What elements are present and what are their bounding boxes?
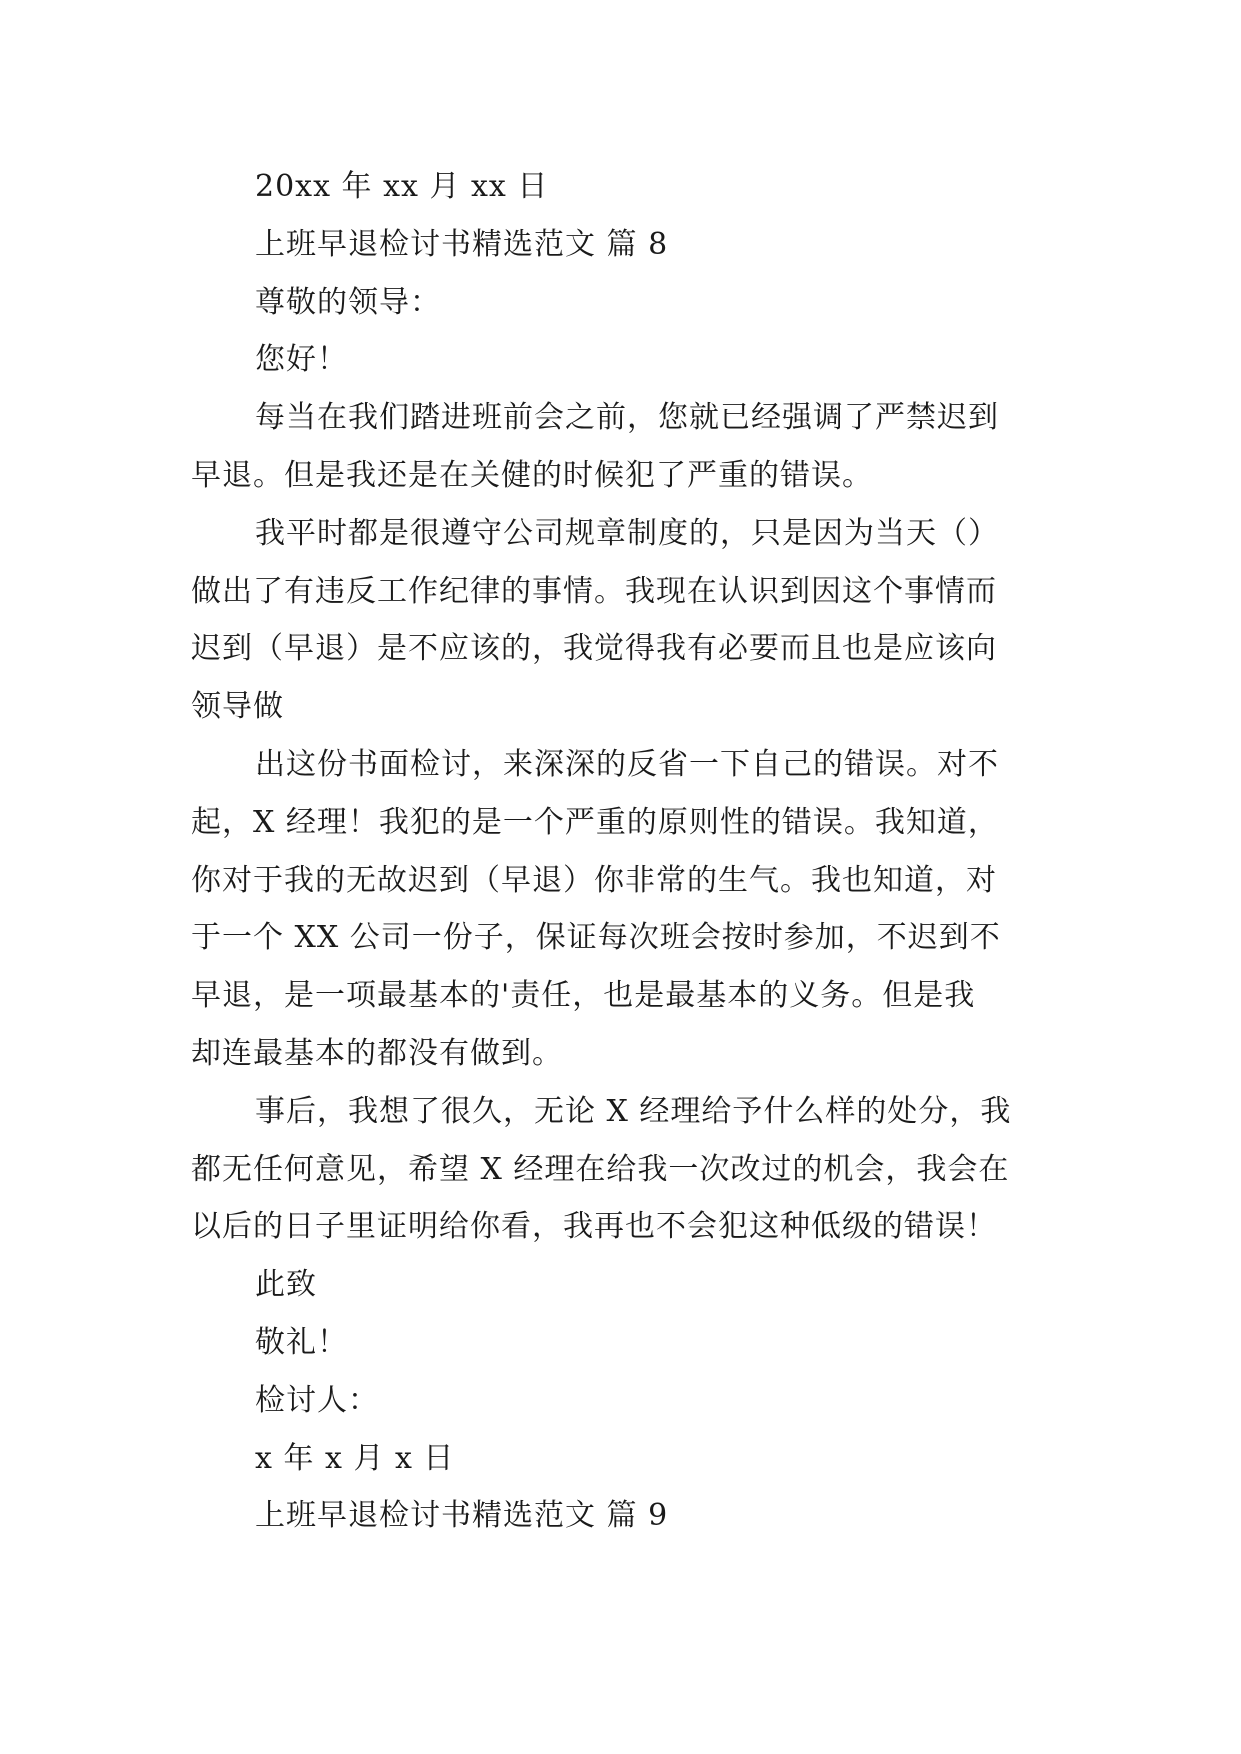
date-line: 20xx 年 xx 月 xx 日 <box>255 169 549 204</box>
paragraph-line: 出这份书面检讨，来深深的反省一下自己的错误。对不 <box>255 746 999 782</box>
closing-regards: 敬礼！ <box>255 1324 348 1360</box>
section-title-8: 上班早退检讨书精选范文 篇 8 <box>255 226 669 262</box>
paragraph-line: 于一个 XX 公司一份子，保证每次班会按时参加，不迟到不 <box>191 920 1001 956</box>
paragraph-line: 却连最基本的都没有做到。 <box>191 1035 563 1071</box>
paragraph-line: 领导做 <box>191 689 284 725</box>
closing-line: 此致 <box>255 1267 317 1303</box>
salutation: 尊敬的领导： <box>255 284 441 320</box>
paragraph-line: 以后的日子里证明给你看，我再也不会犯这种低级的错误！ <box>191 1209 997 1245</box>
paragraph-line: 我平时都是很遵守公司规章制度的，只是因为当天（） <box>255 515 999 551</box>
paragraph-line: 事后，我想了很久，无论 X 经理给予什么样的处分，我 <box>255 1093 1012 1129</box>
paragraph-line: 起，X 经理！我犯的是一个严重的原则性的错误。我知道， <box>191 804 999 840</box>
section-title-9: 上班早退检讨书精选范文 篇 9 <box>255 1498 669 1534</box>
paragraph-line: 你对于我的无故迟到（早退）你非常的生气。我也知道，对 <box>191 862 997 898</box>
paragraph-line: 每当在我们踏进班前会之前，您就已经强调了严禁迟到 <box>255 400 999 436</box>
paragraph-line: 迟到（早退）是不应该的，我觉得我有必要而且也是应该向 <box>191 631 997 667</box>
document-page <box>191 158 1061 1545</box>
paragraph-line: 做出了有违反工作纪律的事情。我现在认识到因这个事情而 <box>191 573 997 609</box>
signature-date: x 年 x 月 x 日 <box>255 1440 455 1476</box>
paragraph-line: 早退，是一项最基本的'责任，也是最基本的义务。但是我 <box>191 978 976 1014</box>
paragraph-line: 早退。但是我还是在关健的时候犯了严重的错误。 <box>191 457 873 493</box>
greeting: 您好！ <box>255 342 348 378</box>
signer-label: 检讨人： <box>255 1382 379 1418</box>
paragraph-line: 都无任何意见，希望 X 经理在给我一次改过的机会，我会在 <box>191 1151 1010 1187</box>
